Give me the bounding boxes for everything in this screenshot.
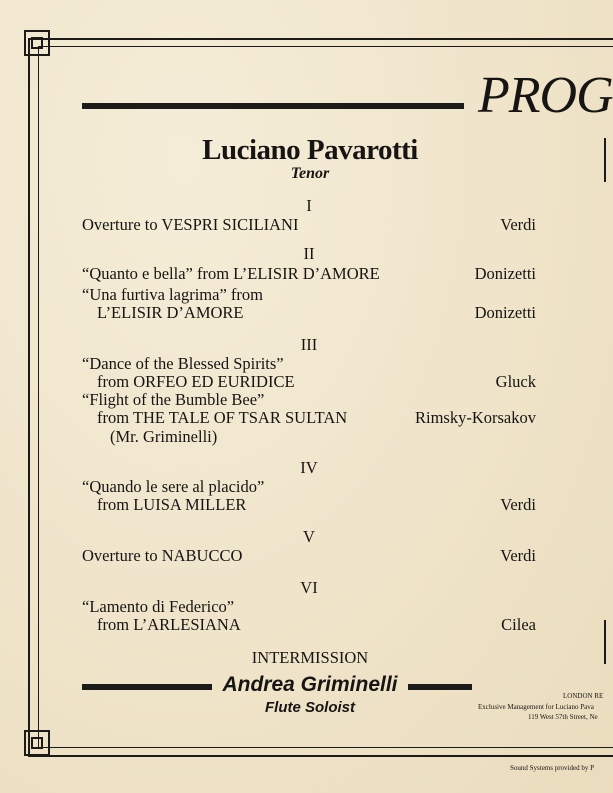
corner-ornament-top-left (24, 30, 50, 56)
section-numeral: I (306, 196, 312, 215)
piece-title: “Lamento di Federico” (82, 597, 235, 616)
piece-subtitle: from THE TALE OF TSAR SULTAN (97, 408, 348, 427)
piece-composer: Verdi (500, 546, 536, 565)
piece-subtitle: from L’ARLESIANA (97, 615, 241, 634)
border-top-outer (28, 38, 613, 40)
performer-voice: Tenor (290, 165, 330, 182)
soloist-role: Flute Soloist (265, 699, 355, 716)
piece-performer-note: (Mr. Griminelli) (110, 427, 218, 446)
intermission-label: INTERMISSION (251, 648, 369, 667)
border-bottom-outer (28, 755, 613, 757)
footer-sound-credit: Sound Systems provided by P (510, 764, 595, 772)
piece-composer: Donizetti (474, 264, 536, 283)
piece-title: Overture to VESPRI SICILIANI (82, 215, 299, 234)
piece-composer: Verdi (500, 215, 536, 234)
border-top-inner (38, 46, 613, 47)
piece-composer: Donizetti (474, 303, 536, 322)
border-bottom-inner (38, 747, 613, 748)
border-left-outer (28, 38, 30, 756)
header-rule (82, 103, 464, 109)
soloist-rule-right (408, 684, 472, 690)
piece-composer: Gluck (495, 372, 536, 391)
section-numeral: III (300, 335, 318, 354)
soloist-rule-left (82, 684, 212, 690)
piece-title: “Una furtiva lagrima” from (82, 285, 263, 304)
performer-name: Luciano Pavarotti (202, 134, 418, 166)
page-title: PROG (478, 67, 613, 124)
management-line-3: 119 West 57th Street, Ne (528, 713, 598, 721)
section-numeral: V (303, 527, 315, 546)
piece-composer: Rimsky-Korsakov (415, 408, 536, 427)
section-numeral: II (303, 244, 315, 263)
piece-title: Overture to NABUCCO (82, 546, 243, 565)
right-margin-mark-top (604, 138, 606, 182)
corner-ornament-bottom-left (24, 730, 50, 756)
piece-title: “Quanto e bella” from L’ELISIR D’AMORE (82, 264, 380, 283)
piece-composer: Verdi (500, 495, 536, 514)
piece-subtitle: L’ELISIR D’AMORE (97, 303, 244, 322)
management-line-1: LONDON RE (563, 692, 604, 700)
section-numeral: IV (300, 458, 318, 477)
piece-title: “Flight of the Bumble Bee” (82, 390, 265, 409)
piece-composer: Cilea (501, 615, 536, 634)
management-line-2: Exclusive Management for Luciano Pava (478, 703, 594, 711)
piece-title: “Dance of the Blessed Spirits” (82, 354, 284, 373)
piece-subtitle: from LUISA MILLER (97, 495, 247, 514)
border-left-inner (38, 46, 39, 748)
piece-subtitle: from ORFEO ED EURIDICE (97, 372, 295, 391)
section-numeral: VI (300, 578, 318, 597)
soloist-name: Andrea Griminelli (222, 673, 398, 696)
piece-title: “Quando le sere al placido” (82, 477, 265, 496)
right-margin-mark-bottom (604, 620, 606, 664)
